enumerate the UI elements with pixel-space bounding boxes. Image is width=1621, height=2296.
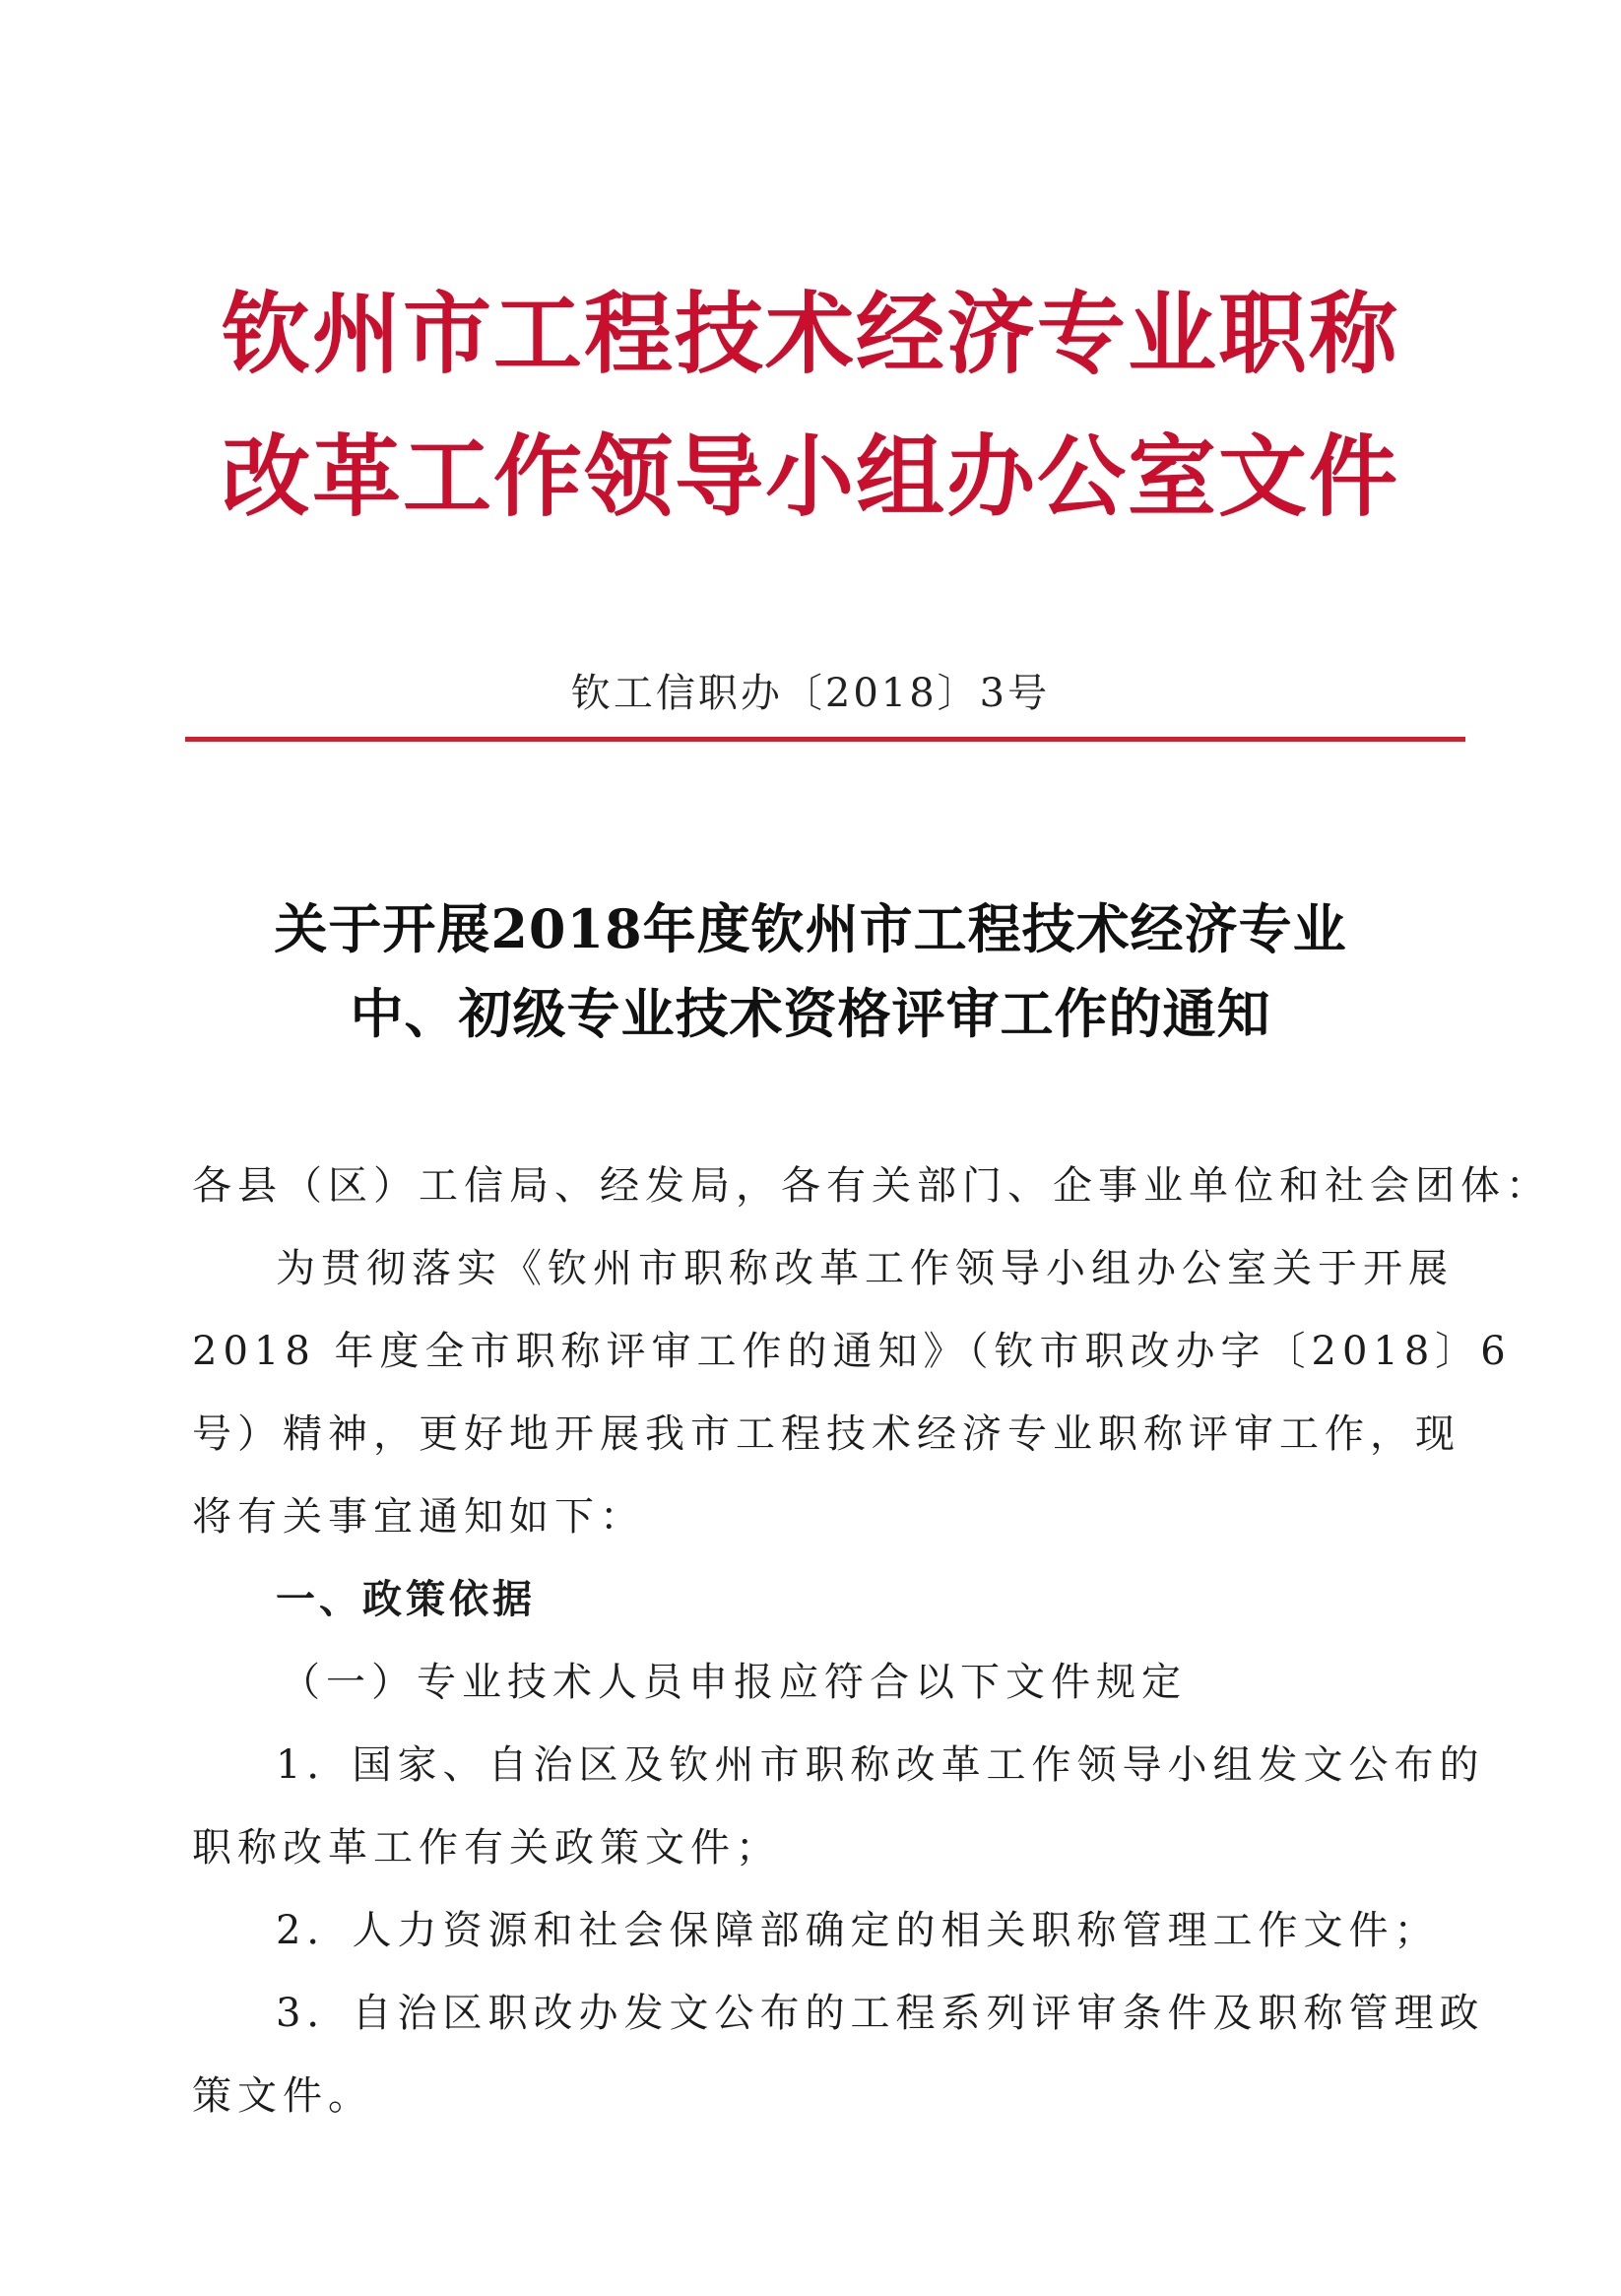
notice-title-line2: 中、初级专业技术资格评审工作的通知 [350,982,1271,1045]
paragraph-line: 号）精神，更好地开展我市工程技术经济专业职称评审工作，现 [192,1411,1460,1457]
list-item: 2．人力资源和社会保障部确定的相关职称管理工作文件； [276,1908,1440,1953]
paragraph-line: 将有关事宜通知如下： [192,1494,645,1540]
notice-title-line1: 关于开展2018年度钦州市工程技术经济专业 [274,897,1347,960]
paragraph-line: 为贯彻落实《钦州市职称改革工作领导小组办公室关于开展 [276,1246,1454,1291]
document-number: 钦工信职办〔2018〕3号 [570,671,1051,716]
section-heading: 一、政策依据 [276,1577,536,1622]
list-item-continuation: 策文件。 [192,2073,373,2119]
red-divider [185,737,1465,742]
paragraph-line: 2018 年度全市职称评审工作的通知》（钦市职改办字〔2018〕6 [192,1329,1512,1374]
list-item: 3．自治区职改办发文公布的工程系列评审条件及职称管理政 [276,1991,1485,2036]
list-item-continuation: 职称改革工作有关政策文件； [192,1825,781,1870]
header-title-line1: 钦州市工程技术经济专业职称 [222,283,1399,386]
addressee: 各县（区）工信局、经发局，各有关部门、企事业单位和社会团体： [192,1163,1551,1209]
list-item: 1．国家、自治区及钦州市职称改革工作领导小组发文公布的 [276,1742,1485,1788]
subsection-heading: （一）专业技术人员申报应符合以下文件规定 [281,1660,1187,1705]
header-title-line2: 改革工作领导小组办公室文件 [222,426,1399,529]
